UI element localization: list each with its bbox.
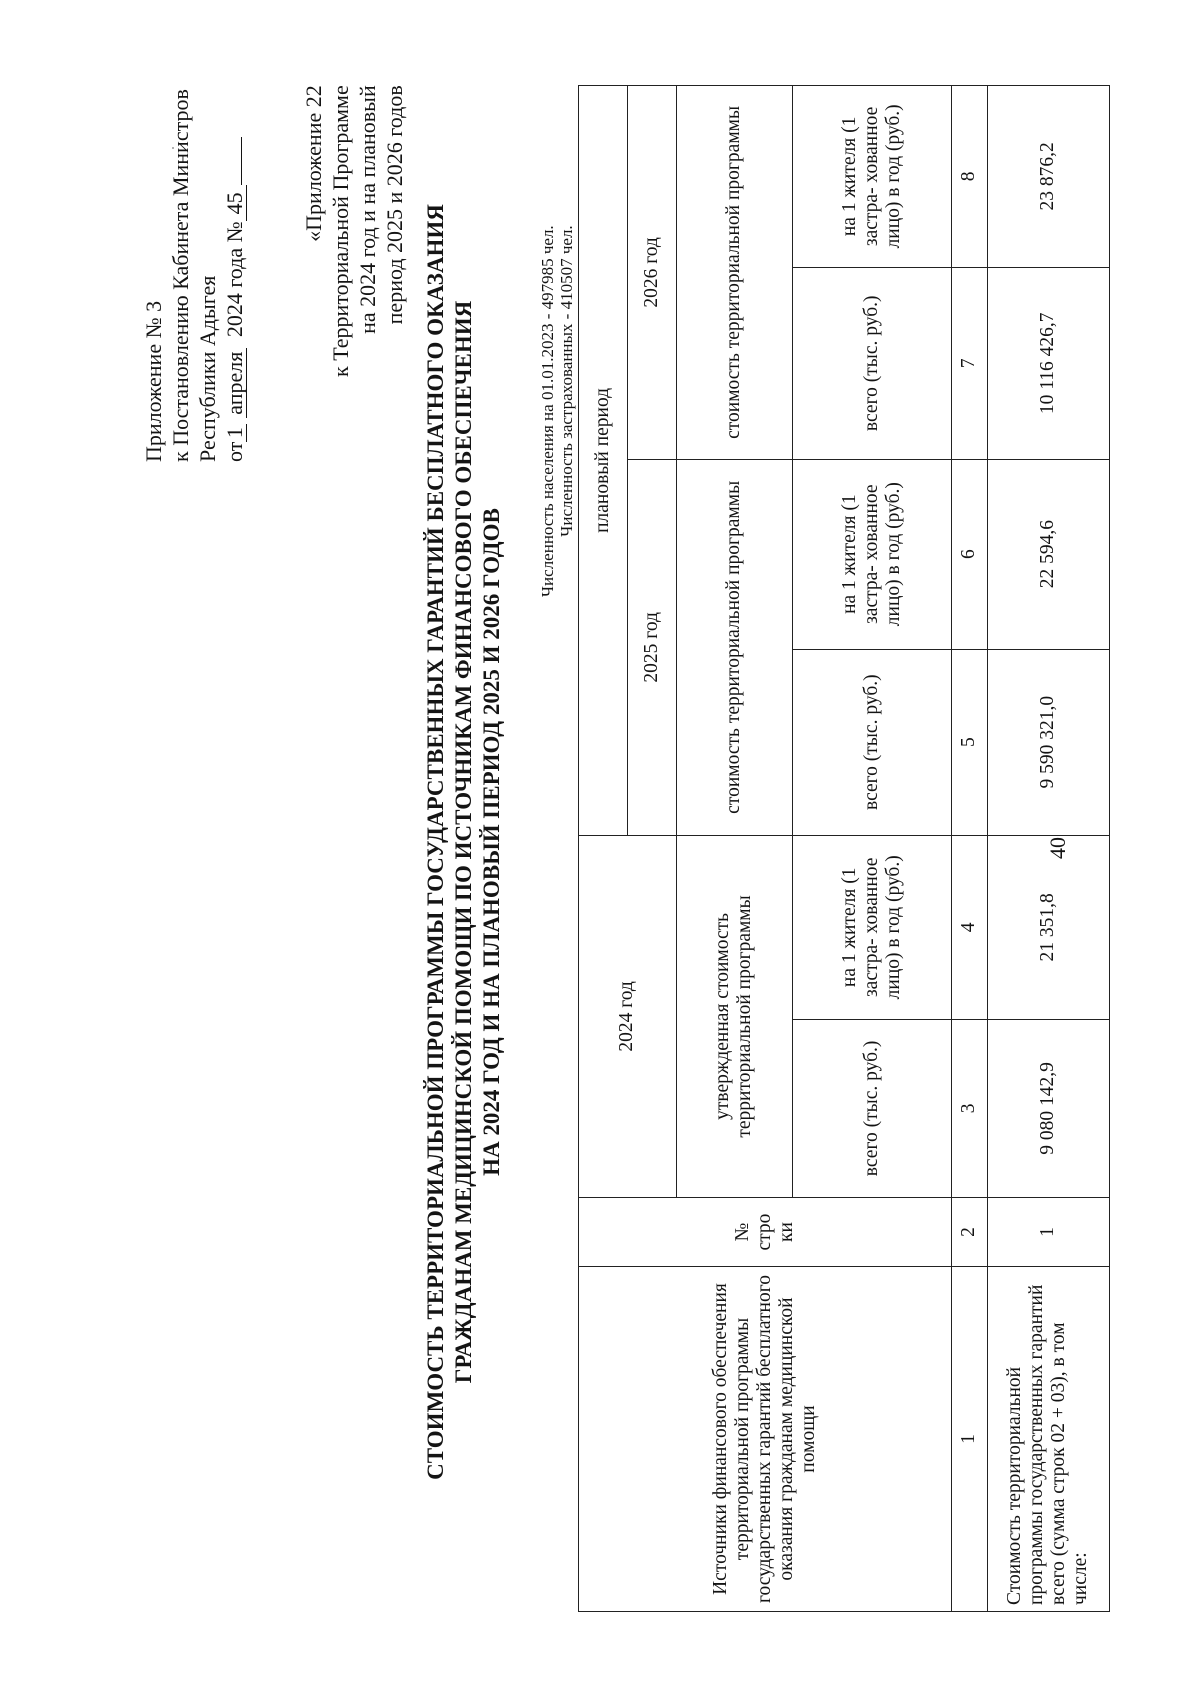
header-per-capita-2024: на 1 жителя (1 застра- хованное лицо) в год (руб.) xyxy=(793,835,952,1019)
column-number-row xyxy=(952,86,987,1612)
date-year: 2024 года № xyxy=(222,221,247,338)
col-number: 1 xyxy=(952,1267,987,1612)
col-number: 5 xyxy=(952,649,987,835)
cost-table xyxy=(578,85,1110,1612)
cell-2026-total: 10 116 426,7 xyxy=(987,267,1109,459)
document-title xyxy=(422,107,506,1577)
header-year-2026: 2026 год xyxy=(627,86,676,460)
title-line-2: ГРАЖДАНАМ МЕДИЦИНСКОЙ ПОМОЩИ ПО ИСТОЧНИКАМ ФИНАНСОВОГО ОБЕСПЕЧЕНИЯ xyxy=(451,300,476,1384)
header-line-2: к Постановлению Кабинета Министров xyxy=(168,89,193,462)
col-number: 8 xyxy=(952,86,987,268)
cell-2025-per-capita: 22 594,6 xyxy=(987,459,1109,649)
title-line-3: НА 2024 ГОД И НА ПЛАНОВЫЙ ПЕРИОД 2025 И 2026 ГОДОВ xyxy=(479,508,504,1176)
date-month: апреля xyxy=(224,348,247,418)
header-planned-period: плановый период xyxy=(579,86,628,836)
header-row-number: № стро ки xyxy=(579,1198,952,1267)
decree-number: 45 xyxy=(224,185,247,221)
header-approved-cost: утвержденная стоимость территориальной программы xyxy=(676,835,792,1197)
col-number: 3 xyxy=(952,1019,987,1197)
header-year-2024: 2024 год xyxy=(579,835,677,1197)
cell-2025-total: 9 590 321,0 xyxy=(987,649,1109,835)
header-total-2024: всего (тыс. руб.) xyxy=(793,1019,952,1197)
col-number: 4 xyxy=(952,835,987,1019)
date-prefix: от xyxy=(222,441,247,462)
header-line-3: Республики Адыгея xyxy=(195,275,220,462)
col-number: 2 xyxy=(952,1198,987,1267)
header-year-2025: 2025 год xyxy=(627,459,676,835)
number-underline-tail xyxy=(241,137,242,185)
insured-line: Численность застрахованных - 410507 чел. xyxy=(557,225,576,537)
population-line: Численность населения на 01.01.2023 - 497985 чел. xyxy=(538,225,557,597)
annex-line-3: на 2024 год и на плановый xyxy=(355,85,380,334)
header-cost-2026: стоимость территориальной программы xyxy=(676,86,792,460)
cell-2024-per-capita: 21 351,8 xyxy=(987,835,1109,1019)
row-number: 1 xyxy=(987,1198,1109,1267)
appendix-header xyxy=(140,89,248,462)
col-number: 6 xyxy=(952,459,987,649)
cell-2024-total: 9 080 142,9 xyxy=(987,1019,1109,1197)
header-line-1: Приложение № 3 xyxy=(141,300,166,462)
page-number: 40 xyxy=(1045,837,1070,859)
header-per-capita-2025: на 1 жителя (1 застра- хованное лицо) в год (руб.) xyxy=(793,459,952,649)
header-cost-2025: стоимость территориальной программы xyxy=(676,459,792,835)
cell-2026-per-capita: 23 876,2 xyxy=(987,86,1109,268)
row-source-name: Стоимость территориальной программы государственных гарантий всего (сумма строк 02 + 03), в том числе: xyxy=(987,1267,1109,1612)
header-total-2026: всего (тыс. руб.) xyxy=(793,267,952,459)
title-line-1: СТОИМОСТЬ ТЕРРИТОРИАЛЬНОЙ ПРОГРАММЫ ГОСУДАРСТВЕННЫХ ГАРАНТИЙ БЕСПЛАТНОГО ОКАЗАНИЯ xyxy=(423,204,448,1480)
col-number: 7 xyxy=(952,267,987,459)
annex-line-4: период 2025 и 2026 годов xyxy=(382,85,407,325)
header-date-line xyxy=(221,89,248,462)
date-day: 1 xyxy=(224,424,247,442)
header-per-capita-2026: на 1 жителя (1 застра- хованное лицо) в год (руб.) xyxy=(793,86,952,268)
header-source: Источники финансового обеспечения территориальной программы государственных гарантий бесплатного оказания гражданам медицинской помощи xyxy=(579,1267,952,1612)
annex-reference xyxy=(300,85,408,377)
annex-line-2: к Территориальной Программе xyxy=(328,85,353,377)
annex-line-1: «Приложение 22 xyxy=(301,85,326,242)
population-note xyxy=(538,225,576,597)
header-total-2025: всего (тыс. руб.) xyxy=(793,649,952,835)
